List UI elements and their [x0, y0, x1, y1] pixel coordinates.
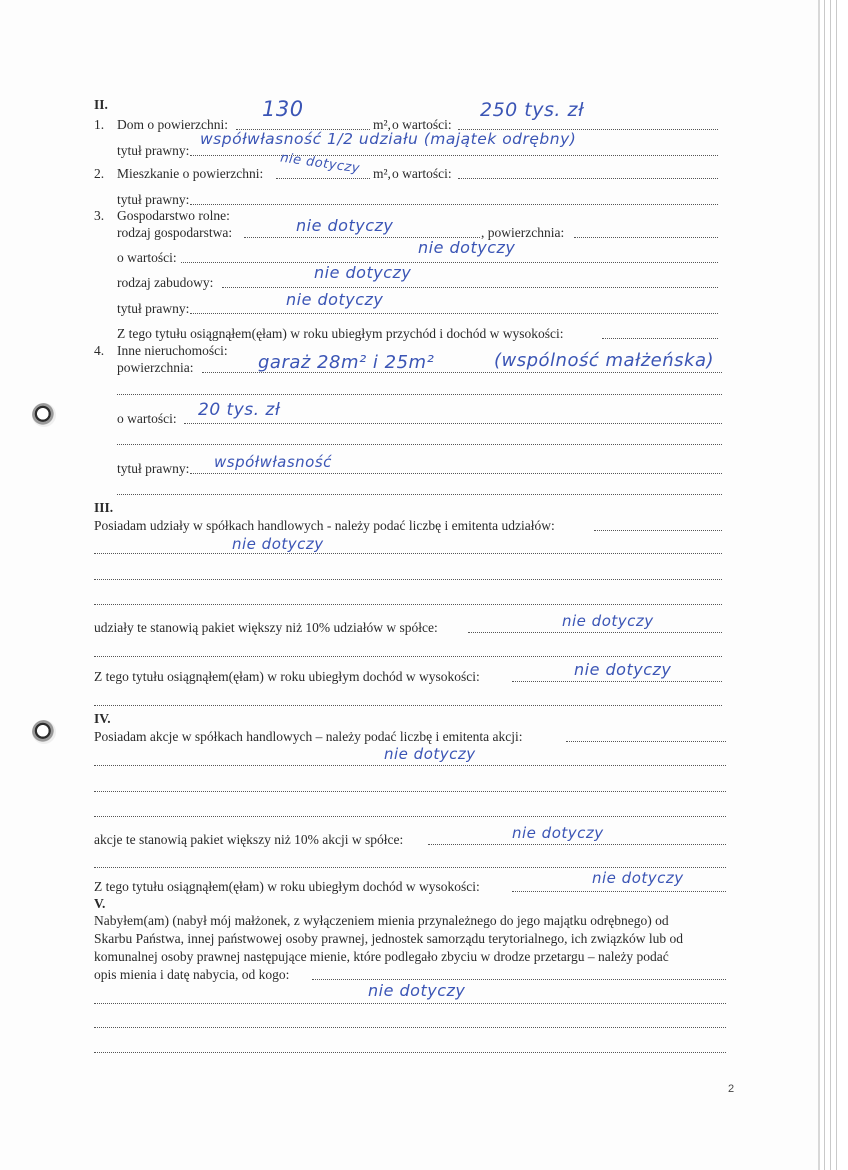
handwritten-value: współwłasność 1/2 udziału (majątek odrębny): [200, 130, 577, 148]
handwritten-value: 130: [262, 97, 304, 121]
section-heading: IV.: [94, 711, 111, 726]
fill-line: [117, 494, 722, 495]
field-label: Gospodarstwo rolne:: [117, 208, 230, 223]
handwritten-value: garaż 28m² i 25m²: [258, 352, 435, 373]
fill-line: [94, 1003, 726, 1004]
field-label: tytuł prawny:: [117, 192, 190, 207]
fill-line: [428, 844, 726, 845]
fill-line: [566, 741, 726, 742]
fill-line: [276, 178, 370, 179]
unit-label: m²,: [373, 166, 391, 181]
fill-line: [94, 1052, 726, 1053]
field-label: tytuł prawny:: [117, 461, 190, 476]
field-label: o wartości:: [117, 411, 177, 426]
field-label: rodzaj gospodarstwa:: [117, 225, 233, 240]
fill-line: [94, 791, 726, 792]
handwritten-value: nie dotyczy: [418, 238, 516, 257]
fill-line: [190, 473, 722, 474]
field-label: akcje te stanowią pakiet większy niż 10% akcji w spółce:: [94, 832, 404, 847]
handwritten-value: nie dotyczy: [296, 216, 394, 235]
section-heading: V.: [94, 896, 106, 911]
handwritten-value: nie dotyczy: [384, 745, 476, 763]
field-label: Inne nieruchomości:: [117, 343, 228, 358]
handwritten-value: nie dotyczy: [368, 981, 466, 1000]
fill-line: [594, 530, 722, 531]
field-label: Z tego tytułu osiągnąłem(ęłam) w roku ubiegłym dochód w wysokości:: [94, 879, 480, 894]
fill-line: [222, 287, 718, 288]
fill-line: [94, 867, 726, 868]
fill-line: [574, 237, 718, 238]
handwritten-value: nie dotyczy: [232, 535, 324, 553]
fill-line: [94, 705, 722, 706]
field-label: tytuł prawny:: [117, 301, 190, 316]
field-label: Z tego tytułu osiągnąłem(ęłam) w roku ubiegłym przychód i dochód w wysokości:: [117, 326, 564, 341]
handwritten-value: nie dotyczy: [562, 612, 654, 630]
item-number: 2.: [94, 166, 105, 181]
fill-line: [94, 579, 722, 580]
section-heading: III.: [94, 500, 114, 515]
fill-line: [94, 656, 722, 657]
page-edge: [836, 0, 837, 1170]
handwritten-value: (wspólność małżeńska): [494, 350, 714, 371]
page-number: 2: [728, 1083, 735, 1095]
fill-line: [190, 155, 718, 156]
page-edge: [830, 0, 831, 1170]
handwritten-value: 20 tys. zł: [198, 400, 281, 420]
fill-line: [94, 604, 722, 605]
fill-line: [602, 338, 718, 339]
punch-hole-icon: [32, 720, 56, 744]
paragraph-line: Nabyłem(am) (nabył mój małżonek, z wyłączeniem mienia przynależnego do jego majątku odrębnego) od: [94, 913, 669, 928]
fill-line: [94, 1027, 726, 1028]
field-label: Posiadam udziały w spółkach handlowych - należy podać liczbę i emitenta udziałów:: [94, 518, 555, 533]
paragraph-line: Skarbu Państwa, innej państwowej osoby prawnej, jednostek samorządu terytorialnego, ich związków lub od: [94, 931, 683, 946]
unit-label: m²,: [373, 117, 391, 132]
handwritten-value: nie dotyczy: [574, 660, 672, 679]
field-label: o wartości:: [117, 250, 177, 265]
page-edge: [824, 0, 825, 1170]
fill-line: [468, 632, 722, 633]
paragraph-line: opis mienia i datę nabycia, od kogo:: [94, 967, 290, 982]
field-label: o wartości:: [392, 117, 452, 132]
paragraph-line: komunalnej osoby prawnej następujące mienie, które podlegało zbyciu w drodze przetargu – należy podać: [94, 949, 669, 964]
punch-hole-icon: [32, 403, 56, 427]
item-number: 1.: [94, 117, 105, 132]
fill-line: [512, 681, 722, 682]
field-label: rodzaj zabudowy:: [117, 275, 214, 290]
handwritten-value: 250 tys. zł: [480, 99, 584, 121]
field-label: powierzchnia:: [117, 360, 194, 375]
handwritten-value: współwłasność: [214, 453, 332, 471]
field-label: Dom o powierzchni:: [117, 117, 228, 132]
field-label: Z tego tytułu osiągnąłem(ęłam) w roku ubiegłym dochód w wysokości:: [94, 669, 480, 684]
handwritten-value: nie dotyczy: [592, 869, 684, 887]
field-label: udziały te stanowią pakiet większy niż 10% udziałów w spółce:: [94, 620, 438, 635]
field-label: Posiadam akcje w spółkach handlowych – należy podać liczbę i emitenta akcji:: [94, 729, 523, 744]
fill-line: [312, 979, 726, 980]
fill-line: [94, 765, 726, 766]
field-label: o wartości:: [392, 166, 452, 181]
fill-line: [458, 178, 718, 179]
fill-line: [94, 816, 726, 817]
field-label: tytuł prawny:: [117, 143, 190, 158]
fill-line: [117, 444, 722, 445]
fill-line: [190, 313, 718, 314]
handwritten-value: nie dotyczy: [314, 263, 412, 282]
item-number: 3.: [94, 208, 105, 223]
handwritten-value: nie dotyczy: [512, 824, 604, 842]
fill-line: [184, 423, 722, 424]
handwritten-value: nie dotyczy: [279, 150, 361, 177]
field-label: , powierzchnia:: [481, 225, 565, 240]
section-heading: II.: [94, 97, 108, 112]
field-label: Mieszkanie o powierzchni:: [117, 166, 264, 181]
handwritten-value: nie dotyczy: [286, 290, 384, 309]
fill-line: [181, 262, 718, 263]
fill-line: [117, 394, 722, 395]
item-number: 4.: [94, 343, 105, 358]
fill-line: [94, 553, 722, 554]
fill-line: [190, 204, 718, 205]
fill-line: [512, 891, 726, 892]
